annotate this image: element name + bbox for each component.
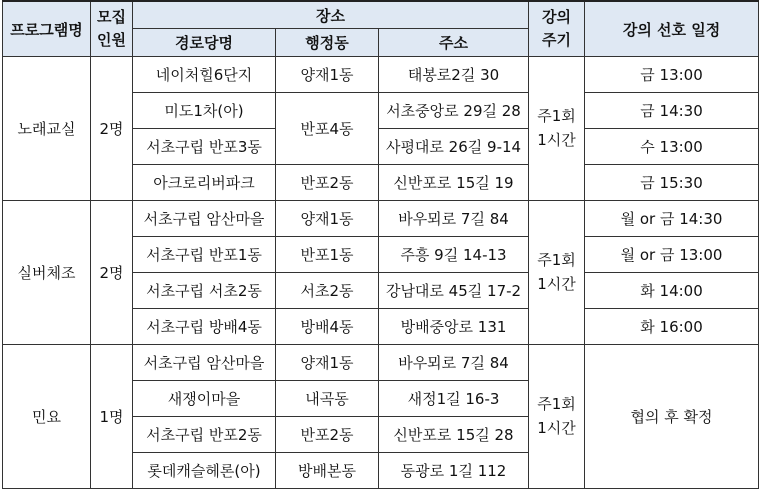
senior-center-name: 서초구립 암산마을 bbox=[133, 345, 276, 381]
preferred-schedule: 협의 후 확정 bbox=[585, 345, 759, 489]
address: 바우뫼로 7길 84 bbox=[379, 201, 529, 237]
header-preferred-schedule: 강의 선호 일정 bbox=[585, 1, 759, 57]
senior-center-name: 새쟁이마을 bbox=[133, 381, 276, 417]
preferred-schedule: 월 or 금 13:00 bbox=[585, 237, 759, 273]
cycle-line1: 주1회 bbox=[537, 107, 576, 126]
preferred-schedule: 화 16:00 bbox=[585, 309, 759, 345]
senior-center-name: 서초구립 서초2동 bbox=[133, 273, 276, 309]
header-senior-center: 경로당명 bbox=[133, 29, 276, 57]
preferred-schedule: 월 or 금 14:30 bbox=[585, 201, 759, 237]
header-location: 장소 bbox=[133, 1, 529, 29]
address: 바우뫼로 7길 84 bbox=[379, 345, 529, 381]
lecture-schedule-table bbox=[2, 0, 759, 489]
preferred-schedule: 수 13:00 bbox=[585, 129, 759, 165]
senior-center-name: 서초구립 방배4동 bbox=[133, 309, 276, 345]
senior-center-name: 미도1차(아) bbox=[133, 93, 276, 129]
header-recruit-line1: 모집 bbox=[97, 7, 126, 26]
header-address: 주소 bbox=[379, 29, 529, 57]
preferred-schedule: 화 14:00 bbox=[585, 273, 759, 309]
program-name: 실버체조 bbox=[3, 201, 91, 345]
recruit-count: 1명 bbox=[91, 345, 133, 489]
cycle-line2: 1시간 bbox=[537, 418, 576, 437]
lecture-cycle bbox=[529, 57, 585, 201]
lecture-cycle bbox=[529, 201, 585, 345]
district-name: 서초2동 bbox=[276, 273, 379, 309]
senior-center-name: 롯데캐슬헤론(아) bbox=[133, 453, 276, 489]
header-program: 프로그램명 bbox=[3, 1, 91, 57]
district-name: 양재1동 bbox=[276, 201, 379, 237]
senior-center-name: 서초구립 반포2동 bbox=[133, 417, 276, 453]
address: 신반포로 15길 19 bbox=[379, 165, 529, 201]
district-name: 반포2동 bbox=[276, 417, 379, 453]
senior-center-name: 네이처힐6단지 bbox=[133, 57, 276, 93]
preferred-schedule: 금 13:00 bbox=[585, 57, 759, 93]
cycle-line2: 1시간 bbox=[537, 274, 576, 293]
district-name: 방배본동 bbox=[276, 453, 379, 489]
cycle-line1: 주1회 bbox=[537, 251, 576, 270]
address: 새정1길 16-3 bbox=[379, 381, 529, 417]
recruit-count: 2명 bbox=[91, 201, 133, 345]
address: 서초중앙로 29길 28 bbox=[379, 93, 529, 129]
table-row bbox=[3, 345, 759, 381]
cycle-line1: 주1회 bbox=[537, 395, 576, 414]
table-row bbox=[3, 57, 759, 93]
senior-center-name: 서초구립 암산마을 bbox=[133, 201, 276, 237]
district-name: 방배4동 bbox=[276, 309, 379, 345]
program-name: 민요 bbox=[3, 345, 91, 489]
header-cycle-line1: 강의 bbox=[542, 7, 572, 26]
address: 동광로 1길 112 bbox=[379, 453, 529, 489]
lecture-cycle bbox=[529, 345, 585, 489]
address: 신반포로 15길 28 bbox=[379, 417, 529, 453]
header-recruit-line2: 인원 bbox=[97, 31, 126, 49]
header-recruit-count bbox=[91, 1, 133, 57]
district-name: 양재1동 bbox=[276, 57, 379, 93]
district-name: 내곡동 bbox=[276, 381, 379, 417]
address: 강남대로 45길 17-2 bbox=[379, 273, 529, 309]
district-name: 반포2동 bbox=[276, 165, 379, 201]
header-cycle bbox=[529, 1, 585, 57]
district-name: 반포4동 bbox=[276, 93, 379, 165]
recruit-count: 2명 bbox=[91, 57, 133, 201]
table-row bbox=[3, 201, 759, 237]
district-name: 반포1동 bbox=[276, 237, 379, 273]
senior-center-name: 서초구립 반포3동 bbox=[133, 129, 276, 165]
senior-center-name: 서초구립 반포1동 bbox=[133, 237, 276, 273]
address: 사평대로 26길 9-14 bbox=[379, 129, 529, 165]
senior-center-name: 아크로리버파크 bbox=[133, 165, 276, 201]
header-district: 행정동 bbox=[276, 29, 379, 57]
district-name: 양재1동 bbox=[276, 345, 379, 381]
cycle-line2: 1시간 bbox=[537, 130, 576, 149]
header-cycle-line2: 주기 bbox=[542, 31, 572, 49]
program-name: 노래교실 bbox=[3, 57, 91, 201]
preferred-schedule: 금 15:30 bbox=[585, 165, 759, 201]
address: 태봉로2길 30 bbox=[379, 57, 529, 93]
address: 주흥 9길 14-13 bbox=[379, 237, 529, 273]
address: 방배중앙로 131 bbox=[379, 309, 529, 345]
preferred-schedule: 금 14:30 bbox=[585, 93, 759, 129]
